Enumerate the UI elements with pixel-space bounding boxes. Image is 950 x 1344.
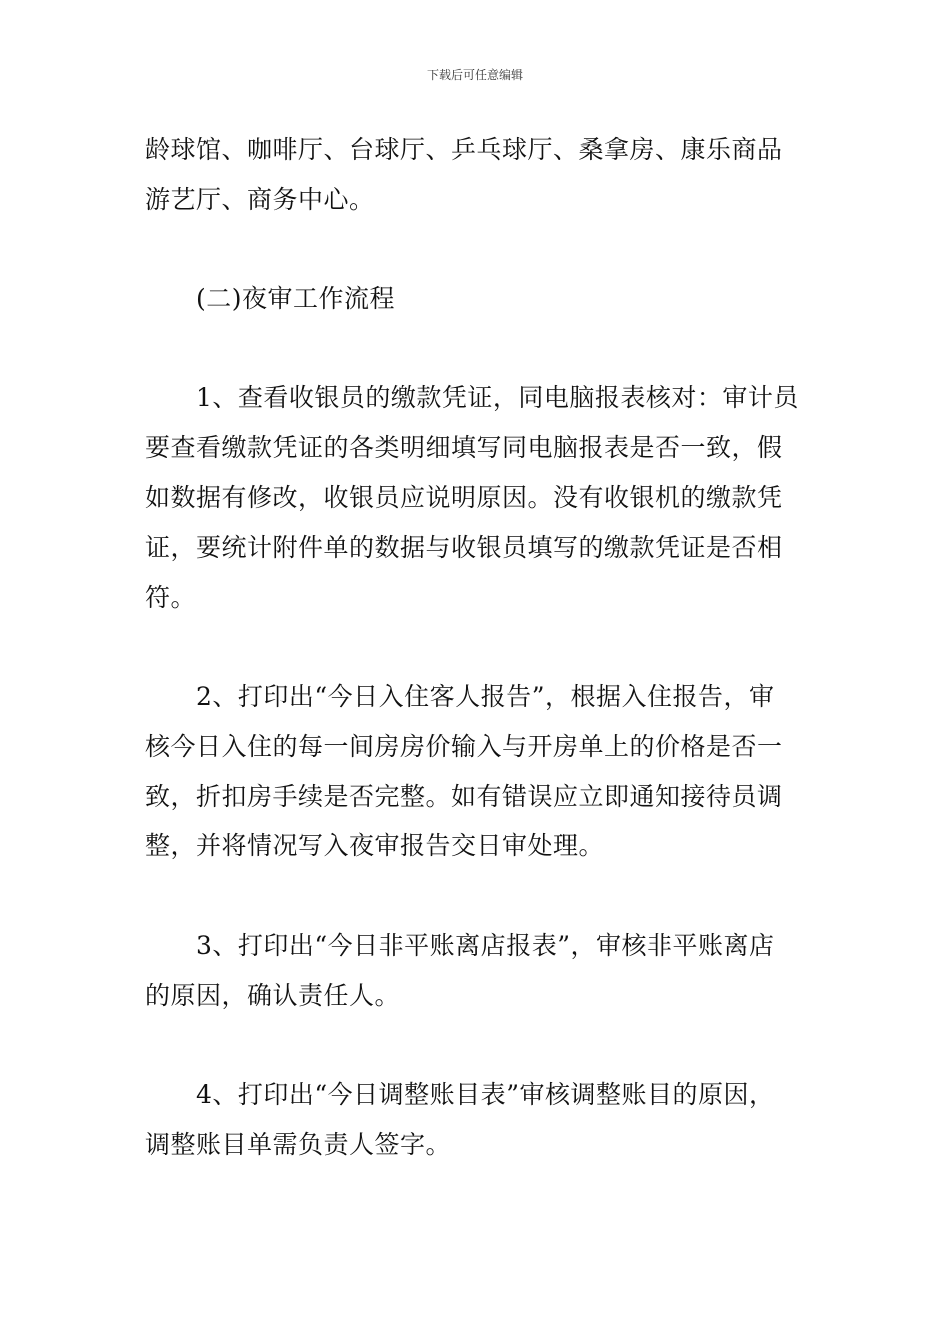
text-line: 龄球馆、咖啡厅、台球厅、乒乓球厅、桑拿房、康乐商品: [145, 135, 783, 164]
paragraph-1-line: 如数据有修改，收银员应说明原因。没有收银机的缴款凭: [145, 483, 783, 512]
paragraph-1-line: 1、查看收银员的缴款凭证，同电脑报表核对：审计员: [196, 383, 799, 412]
paragraph-4-line: 调整账目单需负责人签字。: [145, 1130, 452, 1159]
page-header: 下载后可任意编辑: [426, 68, 523, 82]
paragraph-3-line: 3、打印出“今日非平账离店报表”，审核非平账离店: [196, 931, 775, 960]
text-line: 游艺厅、商务中心。: [145, 185, 375, 214]
paragraph-4-line: 4、打印出“今日调整账目表”审核调整账目的原因，: [196, 1080, 775, 1109]
paragraph-2-line: 整，并将情况写入夜审报告交日审处理。: [145, 831, 605, 860]
paragraph-3-line: 的原因，确认责任人。: [145, 981, 401, 1010]
paragraph-1-line: 符。: [145, 583, 197, 612]
section-heading: (二)夜审工作流程: [196, 284, 396, 313]
paragraph-2-line: 2、打印出“今日入住客人报告”，根据入住报告，审: [196, 682, 775, 711]
paragraph-1-line: 证，要统计附件单的数据与收银员填写的缴款凭证是否相: [145, 533, 783, 562]
paragraph-1-line: 要查看缴款凭证的各类明细填写同电脑报表是否一致，假: [145, 433, 783, 462]
paragraph-2-line: 致，折扣房手续是否完整。如有错误应立即通知接待员调: [145, 782, 783, 811]
paragraph-2-line: 核今日入住的每一间房房价输入与开房单上的价格是否一: [145, 732, 783, 761]
